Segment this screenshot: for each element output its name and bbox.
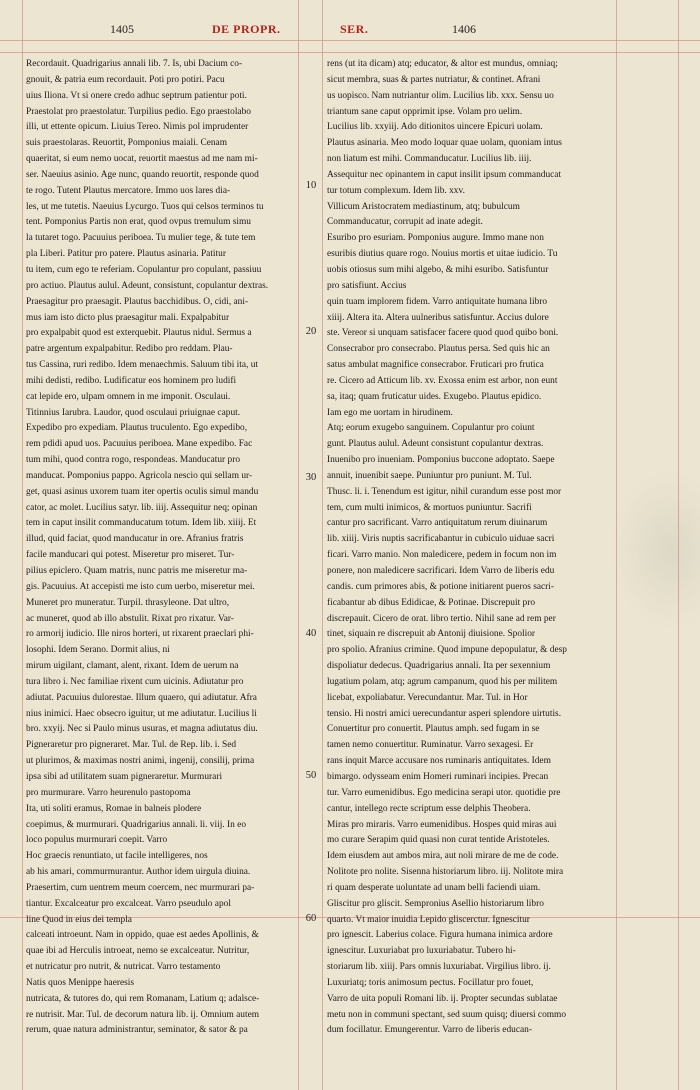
text-line: xiiij. Altera ita. Altera uulneribus satisfuntur. Accius dulore	[327, 312, 549, 323]
text-line: tura libro i. Nec familiae rixent cum uicinis. Adiutatur pro	[26, 676, 244, 687]
text-line: Praestolat pro praestolatur. Turpilius pedio. Ego praestolabo	[26, 106, 251, 117]
text-line: tum mihi, quod contra rogo, respondeas. Manducatur pro	[26, 455, 241, 466]
text-line: la tutaret togo. Pacuuius periboea. Tu mulier tege, & tute tem	[26, 233, 256, 244]
text-line: satus ambulat magnifice consecrabor. Fruticari pro frutica	[327, 360, 544, 371]
line-number: 30	[305, 472, 317, 483]
text-line: bimargo. odysseam enim Homeri ruminari incipies. Precan	[327, 771, 549, 782]
text-line: mihi dedisti, redibo. Ludificatur eos hominem pro ludifi	[26, 375, 237, 386]
text-line: gis. Pacuuius. At accepisti me isto cum uerbo, miseretur mei.	[26, 581, 255, 592]
text-line: tent. Pomponius Partis non erat, quod ovpus tremulum simu	[26, 217, 251, 228]
text-line: Expedibo pro expediam. Plautus truculento. Ego expedibo,	[26, 423, 248, 434]
text-line: Natis quos Menippe haeresis	[26, 977, 135, 988]
text-line: ficabantur ab dibus Edidicae, & Potinae. Discrepuit pro	[327, 597, 536, 608]
text-line: Nolitote pro nolite. Sisenna historiarum libro. iij. Nolitote mira	[327, 867, 564, 878]
text-line: Muneret pro muneratur. Turpil. thrasyleone. Dat ultro,	[26, 597, 230, 608]
text-line: ut plurimos, & maximas nostri animi, ingenij, consilij, prima	[26, 756, 255, 767]
text-line: illud, quid faciat, quod manducatur in ore. Afranius fratris	[26, 534, 244, 545]
text-line: suis praestolaras. Reuortit, Pomponius maiali. Cenam	[26, 138, 228, 149]
text-line: ficari. Varro manio. Non maledicere, pedem in focum non im	[327, 550, 557, 561]
text-line: pilius epiclero. Quam matris, nunc patris me miseretur ma-	[26, 566, 248, 576]
text-line: metu non in communi spectant, sed suum quisq; diuersi commo	[327, 1009, 567, 1020]
text-line: ac muneret, quod ab illo abstulit. Rixat pro rixatur. Var-	[26, 613, 234, 624]
text-line: annuit, inuenibit saepe. Puniuntur pro puniunt. M. Tul.	[327, 470, 532, 481]
text-line: manducat. Pomponius pappo. Agricola nescio qui sellam ur-	[26, 470, 253, 481]
text-line: mus iam isto dicto plus praesagitur mali. Expalpabitur	[26, 312, 230, 323]
text-line: pro ignescit. Laberius colace. Figura humana inimica ardore	[327, 930, 553, 941]
left-page-number: 1405	[110, 22, 134, 36]
text-line: Lucilius lib. xxyiij. Ado ditionitos uincere Epicuri uolam.	[327, 122, 543, 133]
text-line: Ita, uti soliti eramus, Romae in balneis plodere	[26, 803, 202, 814]
text-line: re nutrisit. Mar. Tul. de decorum natura lib. ij. Omnium autem	[26, 1009, 260, 1020]
text-line: Conuertitur pro conuertit. Plautus amph. sed fugam in se	[327, 724, 540, 735]
text-line: dispoliatur dedecus. Quadrigarius annali. Ita per sexennium	[327, 661, 551, 672]
text-line: Esuribo pro esuriam. Pomponius augure. Immo mane non	[327, 233, 544, 244]
text-line: Praesagitur pro praesagit. Plautus bacchidibus. O, cidi, ani-	[26, 296, 249, 307]
left-margin-rule	[22, 0, 23, 1090]
text-line: nutricata, & tutores do, qui rem Romanam, Latium q; adalsce-	[26, 993, 260, 1004]
text-line: pro murmurare. Varro heurenulo pastopoma	[26, 787, 191, 798]
text-line: Hoc graecis renuntiato, ut facile intelligeres, nos	[26, 851, 208, 862]
text-line: candis. cum primores abis, & potione initiarent pueros sacri-	[327, 581, 555, 592]
right-text-column	[327, 57, 617, 1039]
text-line: les, ut me tutetis. Naeuius Lycurgo. Tuos qui celsos terminos tu	[26, 201, 264, 212]
text-line: tus Cassina, ruri redibo. Idem menaechmis. Saluum tibi ita, ut	[26, 360, 258, 371]
text-line: pla Liberi. Patitur pro patere. Plautus asinaria. Patitur	[26, 249, 226, 260]
text-line: non liatum est mihi. Commanducatur. Lucilius lib. iiij.	[327, 154, 532, 165]
text-line: rens (ut ita dicam) atq; educator, & altor est mundus, omniaq;	[327, 59, 558, 69]
text-line: line Quod in eius dei templa	[26, 914, 132, 925]
text-line: lugatium polam, atq; agrum campanum, quod his per militem	[327, 676, 558, 687]
text-line: cator, ac molet. Lucilius satyr. lib. iiij. Assequitur neq; opinan	[26, 502, 258, 513]
text-line: tiantur. Excalceatur pro excalceat. Varro pseudulo apol	[26, 898, 231, 909]
gutter-rule-right	[322, 0, 323, 1090]
text-line: et nutricatur pro nutrit, & nutricat. Varro testamento	[26, 962, 221, 973]
gutter-rule-left	[298, 0, 299, 1090]
text-line: licebat, expoliabatur. Verecundantur. Mar. Tul. in Hor	[327, 692, 528, 703]
top-rule	[0, 40, 700, 41]
text-line: rerum, quae natura administrantur, seminator, & sator & pa	[26, 1025, 248, 1036]
paper-stain	[610, 470, 700, 630]
text-line: Titinnius Iarubra. Laudor, quod osculaui priuignae caput.	[26, 407, 241, 418]
text-line: tem, cum multi inimicos, & mortuos puniuntur. Sacrifi	[327, 502, 532, 513]
text-line: coepimus, & murmurari. Quadrigarius annali. li. viij. In eo	[26, 819, 247, 830]
text-line: Villicum Aristocratem mediastinum, atq; bubulcum	[327, 201, 520, 212]
text-line: lib. xiiij. Viris nuptis sacrificabantur in cubiculo uiduae sacri	[327, 534, 555, 545]
text-line: pro spolio. Afranius crimine. Quod impune depopulatur, & desp	[327, 645, 567, 656]
text-line: tinet, siquain re discrepuit ab Antonij diuisione. Spolior	[327, 629, 536, 640]
line-number: 60	[305, 913, 317, 924]
text-line: tamen nemo conuertitur. Ruminatur. Varro sexagesi. Er	[327, 740, 534, 751]
text-line: uobis otiosus sum mihi algebo, & mihi esuribo. Satisfuntur	[327, 264, 549, 275]
text-line: Assequitur nec opinantem in caput insilit ipsum commanducat	[327, 169, 562, 180]
line-number: 20	[305, 326, 317, 337]
text-line: gunt. Plautus aulul. Adeunt consistunt copulantur dextras.	[327, 439, 544, 450]
text-line: Gliscitur pro gliscit. Sempronius Asellio historiarum libro	[327, 898, 544, 909]
text-line: te rogo. Tutent Plautus mercatore. Immo uos lares dia-	[26, 185, 231, 196]
text-line: quarto. Vt maior inuidia Lepido gliscerctur. Ignescitur	[327, 914, 530, 925]
text-line: bro. xxyij. Nec si Paulo minus usuras, et magna adiutatus diu.	[26, 724, 258, 735]
text-line: loco populus murmurari coepit. Varro	[26, 835, 168, 846]
text-line: ponere, non maledicere sacrificari. Idem Varro de liberis edu	[327, 566, 555, 576]
text-line: ste. Vereor si unquam satisfacer facere quod quod quibo boni.	[327, 328, 559, 339]
text-line: tur. Varro eumenidibus. Ego medicina serapi utor. quotidie pre	[327, 787, 561, 798]
text-line: ro armorij iudicio. Ille niros horteri, ut rixarent praeclari phi-	[26, 629, 254, 640]
text-line: uius Iliona. Vt si onere credo adhuc septrum patientur poti.	[26, 90, 247, 101]
text-line: get, quasi asinus uxorem tuam iter opertis oculis simul mandu	[26, 486, 259, 497]
text-line: esuribis diutius quare rogo. Nouius mortis et uitae iudicio. Tu	[327, 249, 558, 260]
text-line: rans inquit Marce accusare nos ruminaris antiquitates. Idem	[327, 756, 551, 767]
text-line: illi, ut ettente opicum. Liuius Tereo. Nimis pol imprudenter	[26, 122, 249, 133]
text-line: Miras pro miraris. Varro eumenidibus. Hospes quid miras aui	[327, 819, 557, 830]
text-line: tur totum complexum. Idem lib. xxv.	[327, 185, 465, 196]
text-line: quae ibi ad Herculis introeat, nemo se excalceatur. Nutritur,	[26, 946, 250, 957]
text-line: pro expalpabit quod est exterquebit. Plautus nidul. Sermus a	[26, 328, 252, 339]
text-line: pro satisfiunt. Accius	[327, 280, 407, 291]
text-line: discrepauit. Cicero de orat. libro tertio. Nihil sane ad rem per	[327, 613, 556, 624]
text-line: Pigneraretur pro pigneraret. Mar. Tul. de Rep. lib. i. Sed	[26, 740, 237, 751]
text-line: dum focillatur. Emungerentur. Varro de liberis educan-	[327, 1025, 532, 1036]
text-line: Recordauit. Quadrigarius annali lib. 7. Is, ubi Dacium co-	[26, 59, 243, 69]
text-line: Inuenibo pro inueniam. Pomponius buccone adoptato. Saepe	[327, 455, 555, 466]
text-line: tu item, cum ego te referiam. Copulantur pro copulant, passiuu	[26, 264, 262, 275]
text-line: pro actiuo. Plautus aulul. Adeunt, consistunt, copulantur dextras.	[26, 280, 269, 291]
text-line: ignescitur. Luxuriabat pro luxuriabatur. Tubero hi-	[327, 946, 516, 957]
text-line: Atq; eorum exugebo sanguinem. Copulantur pro coiunt	[327, 423, 535, 434]
text-line: losophi. Idem Serano. Dormit alius, ni	[26, 645, 170, 656]
text-line: ri quam desperate uoluntate ad unam belli faciendi uiam.	[327, 882, 541, 893]
text-line: sicut membra, suas & partes nutriatur, & continet. Afrani	[327, 74, 541, 85]
text-line: adiutat. Pacuuius dulorestae. Illum quaero, qui adiutatur. Afra	[26, 692, 257, 703]
text-line: Praesertim, cum uentrem meum coercem, nec murmurari pa-	[26, 882, 255, 893]
text-line: quaeritat, si eum nemo uocat, reuortit maestus ad me nam mi-	[26, 154, 258, 165]
text-line: gnouit, & patria eum recordauit. Poti pro potiri. Pacu	[26, 74, 225, 85]
line-number: 50	[305, 770, 317, 781]
text-line: re. Cicero ad Atticum lib. xv. Exossa enim est arbor, non eunt	[327, 375, 558, 386]
text-line: us uopisco. Nam nutriantur olim. Lucilius lib. xxx. Sensu uo	[327, 90, 554, 101]
text-line: ipsa sibi ad utilitatem suam pigneraretur. Murmurari	[26, 771, 223, 782]
text-line: Luxuriatq; toris animosum pectus. Focillatur pro fouet,	[327, 977, 534, 988]
text-line: Plautus asinaria. Meo modo loquar quae uolam, quoniam intus	[327, 138, 562, 149]
text-line: Iam ego me uortam in hirudinem.	[327, 407, 454, 418]
text-line: Varro de uita populi Romani lib. ij. Propter secundas sublatae	[327, 993, 558, 1004]
text-line: facile manducari qui potest. Miseretur pro miseret. Tur-	[26, 550, 235, 561]
text-line: tensio. Hi nostri amici uerecundantur asperi splendore uirtutis.	[327, 708, 562, 719]
right-page-number: 1406	[452, 22, 476, 36]
text-line: nius inimici. Haec obsecro iguitur, ut me adiutatur. Lucilius li	[26, 708, 257, 719]
text-line: storiarum lib. xiiij. Pars omnis luxuriabat. Virgilius libro. ij.	[327, 962, 551, 973]
line-number: 10	[305, 180, 317, 191]
text-line: mo curare Serapim quid quasi non curat tentide Aristoteles.	[327, 835, 550, 846]
text-line: rem pdidi apud uos. Pacuuius periboea. Mane expedibo. Fac	[26, 439, 253, 450]
text-line: Idem eiusdem aut ambos mira, aut noli mirare de me de code.	[327, 851, 559, 862]
line-number: 40	[305, 628, 317, 639]
text-line: tem in caput insilit commanducatum totum. Idem lib. xiiij. Et	[26, 518, 257, 529]
text-line: calceati introeunt. Nam in oppido, quae est aedes Apollinis, &	[26, 930, 259, 941]
text-line: Commanducatur, corrupit ad inate adegit.	[327, 217, 483, 228]
text-line: Consecrabor pro consecrabo. Plautus persa. Sed quis hic an	[327, 344, 550, 355]
text-line: cantur pro sacrificant. Varro antiquitatum rerum diuinarum	[327, 518, 548, 529]
text-line: quin tuam implorem fidem. Varro antiquitate humana libro	[327, 296, 548, 307]
running-title-right: SER.	[340, 22, 369, 36]
text-line: ser. Naeuius asinio. Age nunc, quando reuortit, responde quod	[26, 169, 259, 180]
text-line: triantum sane caput opprimit ipse. Volam pro uelim.	[327, 106, 523, 117]
text-line: cantur, intellego recte scriptum esse delphis Theobera.	[327, 803, 531, 814]
running-title-left: DE PROPR.	[212, 22, 281, 36]
text-line: sa, itaq; quam fruticatur uides. Exugebo. Plautus epidico.	[327, 391, 542, 402]
header-rule	[0, 52, 700, 53]
text-line: patre argentum expalpabitur. Redibo pro reddam. Plau-	[26, 344, 233, 355]
text-line: cat lepide ero, ulpam omnem in me imponit. Osculaui.	[26, 391, 231, 402]
left-text-column	[26, 57, 298, 1039]
text-line: mirum uigilant, clamant, alent, rixant. Idem de uerum na	[26, 661, 239, 672]
text-line: ab his amari, commurmurantur. Author idem uirgula diuina.	[26, 867, 251, 878]
text-line: Thusc. li. i. Tenendum est igitur, nihil curandum esse post mor	[327, 486, 562, 497]
